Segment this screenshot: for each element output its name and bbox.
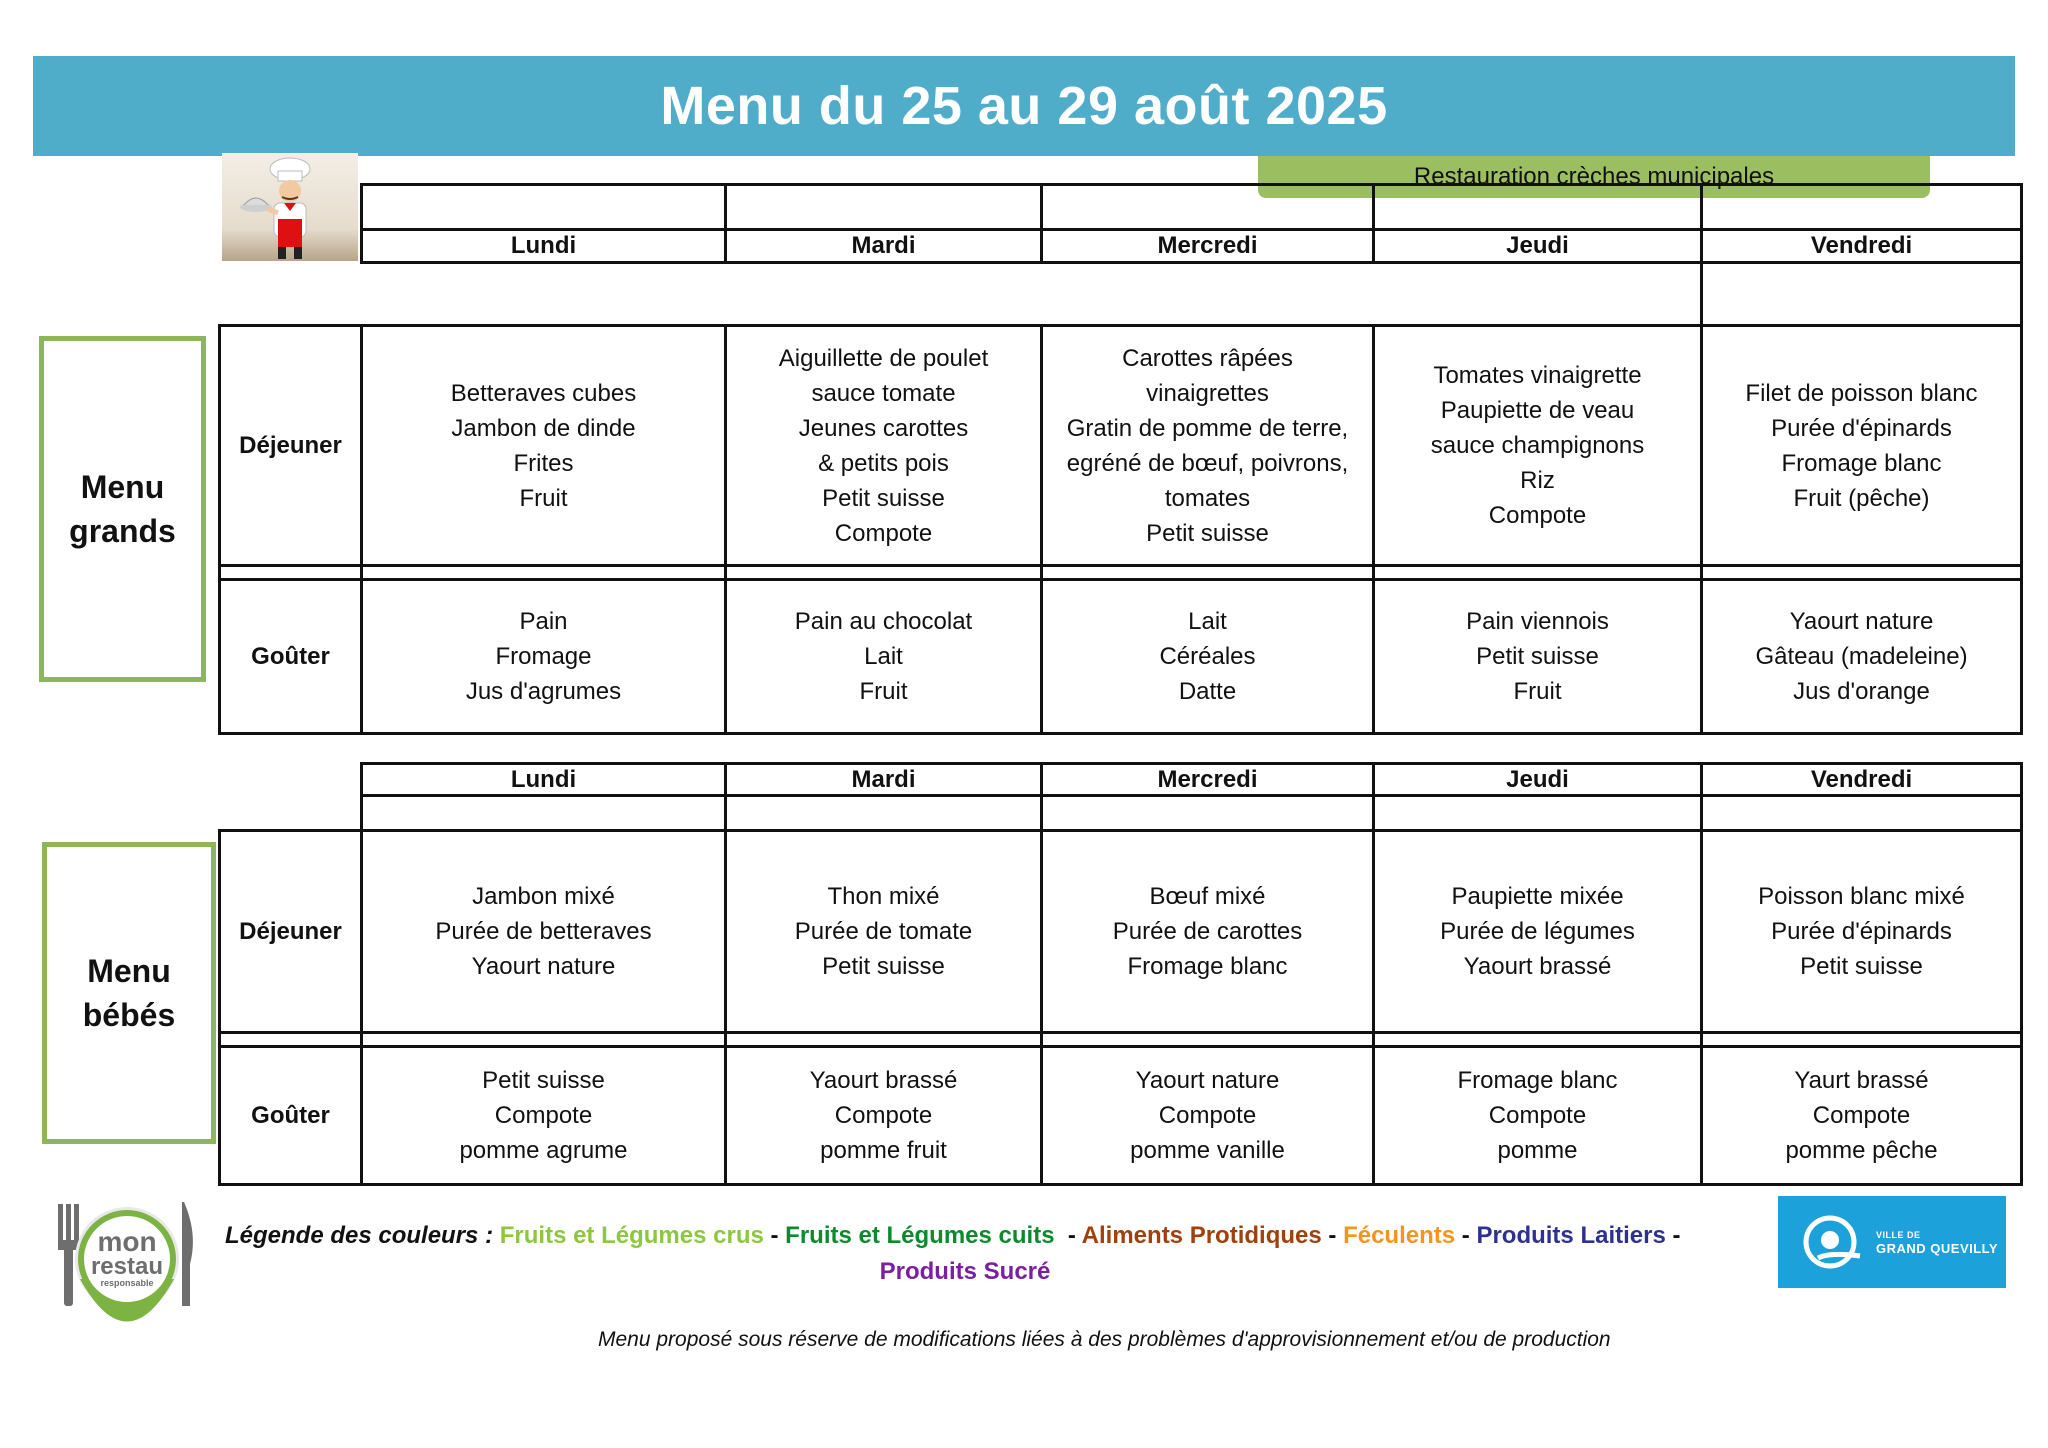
grands-dejeuner-lundi [362, 326, 726, 566]
menu-item: Compote [834, 1102, 933, 1129]
menu-bebes-label [42, 842, 216, 1144]
legend-item-fruits-cuits: Fruits et Légumes cuits [785, 1222, 1055, 1249]
logo-right-line2: GRAND QUEVILLY [1876, 1241, 1999, 1256]
menu-item: Paupiette mixée [1451, 883, 1624, 910]
menu-item: Compote [1812, 1102, 1911, 1129]
menu-item: egréné de bœuf, poivrons, [1066, 449, 1349, 477]
menu-item: Thon mixé [827, 883, 940, 910]
bebes-gouter-jeudi [1374, 1047, 1702, 1185]
menu-item: Pain au chocolat [794, 608, 973, 635]
menu-item: Fromage blanc [1127, 953, 1288, 980]
menu-grands-line2: grands [69, 513, 176, 549]
menu-item: Fruit [519, 484, 568, 512]
grands-gouter-label: Goûter [220, 580, 362, 734]
grands-spacer-cell [1702, 263, 2022, 326]
grands-dejeuner-vendredi [1702, 326, 2022, 566]
bebes-day-jeudi: Jeudi [1374, 764, 1702, 796]
bebes-gouter-label: Goûter [220, 1047, 362, 1185]
menu-item: Betteraves cubes [450, 379, 637, 407]
menu-bebes-table [218, 762, 2023, 1186]
menu-item: Compote [1158, 1102, 1257, 1129]
menu-item: pomme fruit [820, 1137, 947, 1164]
grands-header-blank-5 [1702, 185, 2022, 230]
menu-item: Datte [1178, 678, 1237, 705]
grands-header-blank-1 [362, 185, 726, 230]
mon-restau-logo [52, 1194, 202, 1364]
menu-item: sauce champignons [1430, 432, 1645, 459]
menu-bebes-line1: Menu [87, 953, 171, 989]
menu-item: Jeunes carottes [798, 414, 969, 442]
bebes-gouter-vendredi [1702, 1047, 2022, 1185]
menu-item: Yaourt nature [1135, 1067, 1280, 1094]
logo-right-line1: VILLE DE [1876, 1230, 1921, 1240]
menu-item: Bœuf mixé [1149, 883, 1266, 910]
menu-grands-table [218, 183, 2023, 735]
menu-item: Purée de carottes [1112, 918, 1303, 945]
bebes-dejeuner-mercredi [1042, 831, 1374, 1033]
menu-item: Yaourt nature [471, 953, 616, 980]
bebes-gouter-mercredi [1042, 1047, 1374, 1185]
menu-grands-line1: Menu [80, 469, 165, 505]
menu-item: & petits pois [818, 449, 949, 477]
bebes-dejeuner-lundi [362, 831, 726, 1033]
grands-header-blank-2 [726, 185, 1042, 230]
bebes-dejeuner-label: Déjeuner [220, 831, 362, 1033]
grands-gouter-vendredi [1702, 580, 2022, 734]
menu-item: Compote [494, 1102, 593, 1129]
menu-item: Purée d'épinards [1771, 918, 1952, 945]
menu-item: Yaourt brassé [809, 1067, 958, 1094]
menu-item: Petit suisse [482, 1067, 605, 1094]
menu-item: Filet de poisson blanc [1745, 379, 1978, 407]
grands-day-vendredi: Vendredi [1702, 230, 2022, 263]
menu-item: Petit suisse [822, 953, 945, 980]
menu-item: Yaourt nature [1789, 608, 1934, 635]
menu-item: Jambon mixé [472, 883, 615, 910]
menu-item: pomme pêche [1785, 1137, 1938, 1164]
menu-item: pomme agrume [459, 1137, 628, 1164]
grands-dejeuner-jeudi [1374, 326, 1702, 566]
bebes-day-vendredi: Vendredi [1702, 764, 2022, 796]
logo-left-line1: mon [97, 1226, 157, 1257]
grands-day-mardi: Mardi [726, 230, 1042, 263]
disclaimer: Menu proposé sous réserve de modifications liées à des problèmes d'approvisionnement et/ou de production [598, 1328, 1611, 1351]
menu-item: Céréales [1159, 643, 1256, 670]
menu-item: Compote [1488, 1102, 1587, 1129]
grands-header-blank-3 [1042, 185, 1374, 230]
menu-item: Purée d'épinards [1771, 414, 1952, 442]
menu-item: Purée de légumes [1440, 918, 1635, 945]
menu-item: Jambon de dinde [451, 414, 636, 442]
menu-item: pomme vanille [1130, 1137, 1285, 1164]
grands-gouter-lundi [362, 580, 726, 734]
legend-label: Légende des couleurs : [225, 1222, 494, 1249]
menu-item: Pain [519, 608, 568, 635]
bebes-dejeuner-jeudi [1374, 831, 1702, 1033]
logo-left-line2: restau [90, 1253, 164, 1280]
menu-item: Poisson blanc mixé [1758, 883, 1965, 910]
menu-item: Compote [1488, 502, 1587, 529]
legend-item-sucre: Produits Sucré [879, 1258, 1051, 1285]
legend-item-feculents: Féculents [1343, 1222, 1456, 1249]
bebes-gouter-mardi [726, 1047, 1042, 1185]
menu-item: tomates [1164, 484, 1251, 512]
menu-item: Fruit (pêche) [1793, 484, 1930, 512]
grands-gouter-mardi [726, 580, 1042, 734]
menu-item: Jus d'orange [1793, 678, 1930, 705]
menu-item: Jus d'agrumes [465, 678, 622, 705]
menu-item: Lait [1188, 608, 1227, 635]
grand-quevilly-emblem-icon [1800, 1212, 1864, 1272]
legend-item-fruits-crus: Fruits et Légumes crus [499, 1222, 764, 1249]
menu-item: Purée de tomate [794, 918, 973, 945]
menu-item: Petit suisse [822, 484, 945, 512]
menu-item: Lait [864, 643, 903, 670]
menu-item: Carottes râpées [1122, 344, 1293, 372]
subtitle-tab: Restauration crèches municipales [1258, 156, 1930, 198]
grands-day-jeudi: Jeudi [1374, 230, 1702, 263]
color-legend: Légende des couleurs : Fruits et Légumes crus - Fruits et Légumes cuits - Aliments Protidiques - Féculents - Produits Laitiers - Produits Sucré [225, 1222, 1681, 1285]
bebes-day-mardi: Mardi [726, 764, 1042, 796]
grands-dejeuner-label: Déjeuner [220, 326, 362, 566]
menu-item: vinaigrettes [1146, 379, 1269, 407]
menu-item: Petit suisse [1146, 519, 1269, 547]
bebes-gouter-lundi [362, 1047, 726, 1185]
menu-grands-label [39, 336, 206, 682]
grands-gouter-jeudi [1374, 580, 1702, 734]
menu-item: Yaurt brassé [1794, 1067, 1929, 1094]
grands-dejeuner-mardi [726, 326, 1042, 566]
menu-item: Fruit [859, 678, 908, 705]
legend-item-laitiers: Produits Laitiers [1476, 1222, 1666, 1249]
menu-item: Fromage [495, 643, 592, 670]
bebes-dejeuner-vendredi [1702, 831, 2022, 1033]
menu-item: Gratin de pomme de terre, [1066, 414, 1349, 442]
grand-quevilly-logo [1778, 1196, 2006, 1288]
grands-day-mercredi: Mercredi [1042, 230, 1374, 263]
menu-item: Fruit [1513, 678, 1562, 705]
menu-item: Gâteau (madeleine) [1755, 643, 1968, 670]
menu-item: Fromage blanc [1457, 1067, 1618, 1094]
page-title: Menu du 25 au 29 août 2025 [660, 76, 1388, 136]
bebes-dejeuner-mardi [726, 831, 1042, 1033]
grands-day-lundi: Lundi [362, 230, 726, 263]
menu-item: Fromage blanc [1781, 449, 1942, 477]
logo-left-line3: responsable [100, 1278, 154, 1288]
bebes-day-mercredi: Mercredi [1042, 764, 1374, 796]
menu-item: pomme [1497, 1137, 1578, 1164]
menu-item: Tomates vinaigrette [1433, 362, 1642, 389]
menu-item: Petit suisse [1476, 643, 1599, 670]
legend-item-protidiques: Aliments Protidiques [1081, 1222, 1322, 1249]
menu-item: Pain viennois [1466, 608, 1609, 635]
grands-header-blank-4 [1374, 185, 1702, 230]
menu-item: Petit suisse [1800, 953, 1923, 980]
grands-dejeuner-mercredi [1042, 326, 1374, 566]
menu-item: sauce tomate [811, 379, 956, 407]
menu-item: Aiguillette de poulet [778, 344, 989, 372]
menu-item: Purée de betteraves [435, 918, 652, 945]
title-banner [33, 56, 2015, 156]
menu-item: Riz [1520, 467, 1555, 494]
bebes-day-lundi: Lundi [362, 764, 726, 796]
menu-item: Frites [513, 449, 574, 477]
grands-gouter-mercredi [1042, 580, 1374, 734]
menu-bebes-line2: bébés [82, 997, 176, 1033]
menu-item: Yaourt brassé [1463, 953, 1612, 980]
menu-item: Paupiette de veau [1440, 397, 1635, 424]
menu-item: Compote [834, 519, 933, 547]
